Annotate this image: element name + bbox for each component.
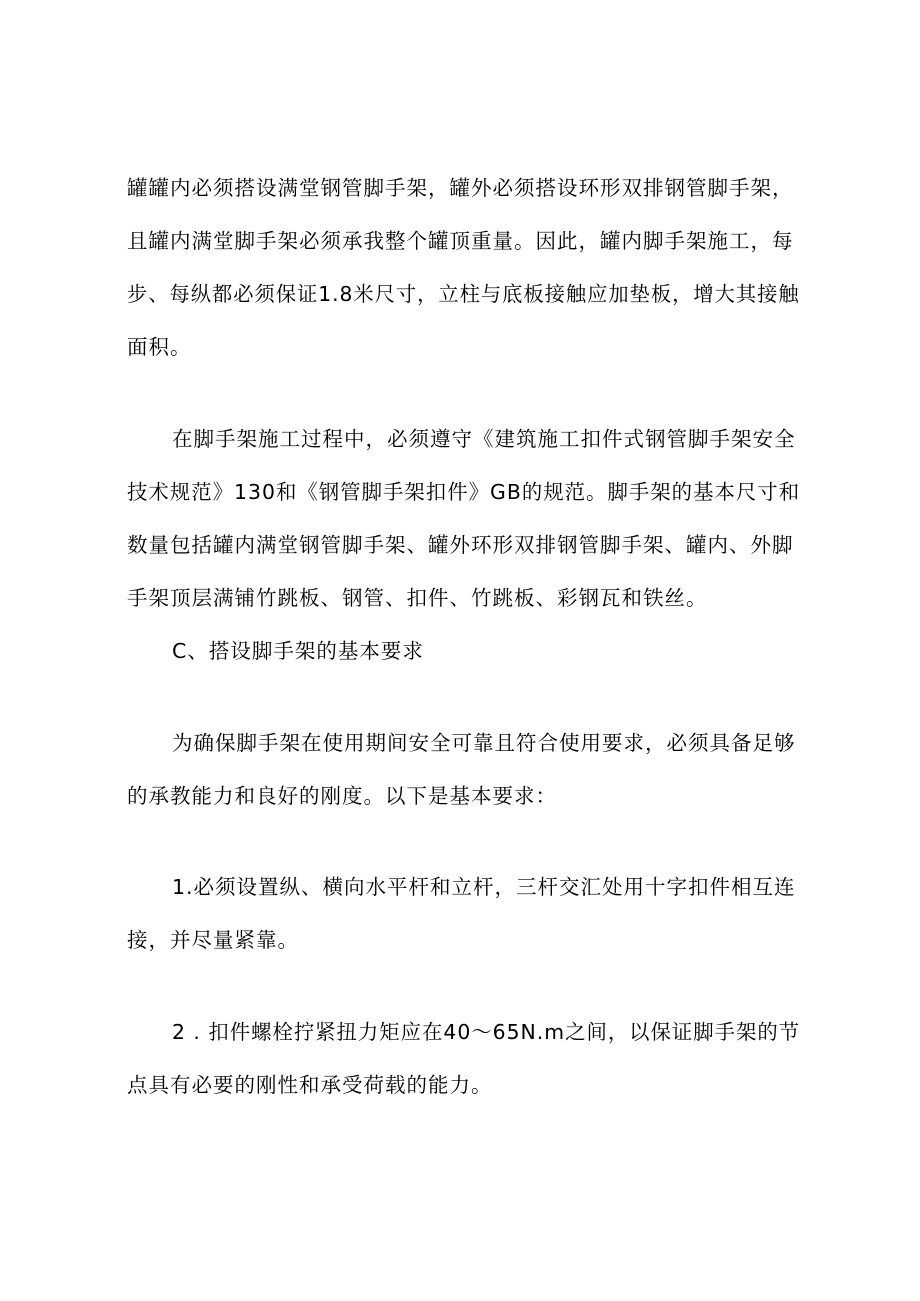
paragraph-line: 且罐内满堂脚手架必须承我整个罐顶重量。因此，罐内脚手架施工，每 [127, 229, 794, 253]
paragraph-line: 罐罐内必须搭设满堂钢管脚手架，罐外必须搭设环形双排钢管脚手架， [127, 176, 794, 200]
list-item-line: 接，并尽量紧靠。 [127, 928, 299, 952]
paragraph-line: 数量包括罐内满堂钢管脚手架、罐外环形双排钢管脚手架、罐内、外脚 [127, 533, 794, 557]
list-item-line: 点具有必要的刚性和承受荷载的能力。 [127, 1073, 493, 1097]
paragraph-line: 在脚手架施工过程中，必须遵守《建筑施工扣件式钢管脚手架安全 [172, 427, 796, 451]
list-item-line: 1.必须设置纵、横向水平杆和立杆，三杆交汇处用十字扣件相互连 [172, 875, 796, 899]
paragraph-line: 的承教能力和良好的刚度。以下是基本要求： [127, 784, 557, 808]
paragraph-line: 手架顶层满铺竹跳板、钢管、扣件、竹跳板、彩钢瓦和铁丝。 [127, 586, 708, 610]
paragraph-line: 为确保脚手架在使用期间安全可靠且符合使用要求，必须具备足够 [172, 731, 796, 755]
section-heading: C、搭设脚手架的基本要求 [172, 639, 424, 663]
list-item-line: 2 . 扣件螺栓拧紧扭力矩应在40〜65N.m之间，以保证脚手架的节 [172, 1020, 801, 1044]
paragraph-line: 面积。 [127, 335, 192, 359]
paragraph-line: 步、每纵都必须保证1.8米尺寸，立柱与底板接触应加垫板，增大其接触 [127, 282, 800, 306]
paragraph-line: 技术规范》130和《钢管脚手架扣件》GB的规范。脚手架的基本尺寸和 [127, 480, 801, 504]
